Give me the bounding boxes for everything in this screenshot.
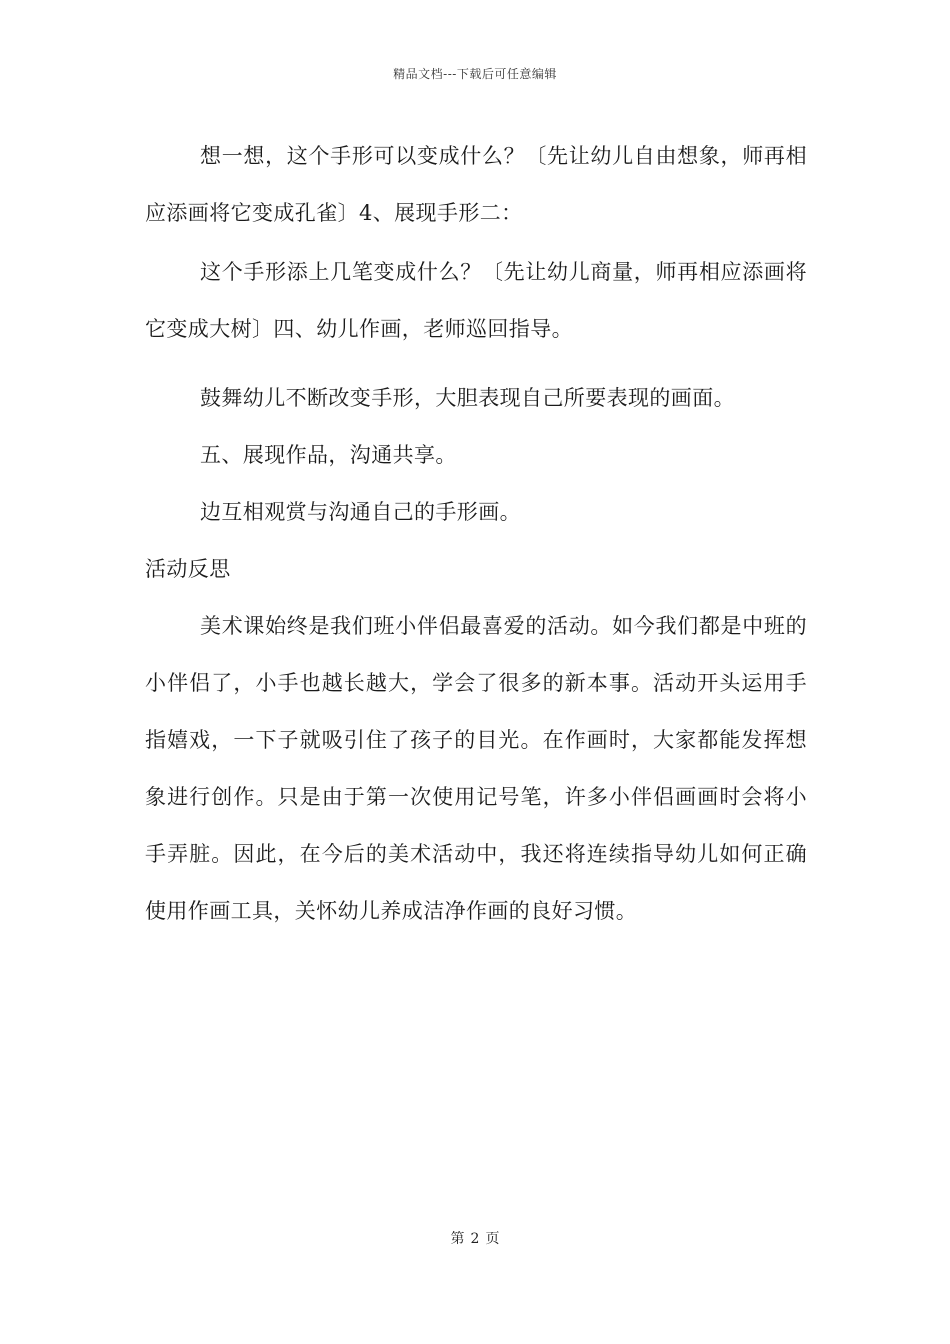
paragraph-encourage: 鼓舞幼儿不断改变手形，大胆表现自己所要表现的画面。 (200, 386, 735, 410)
paragraph-tree-prompt: 这个手形添上几笔变成什么？〔先让幼儿商量，师再相应添画将它变成大树〕四、幼儿作画，老师巡回指导。 (145, 260, 807, 341)
page-label-prefix: 第 (450, 1231, 465, 1247)
page-number: 2 (470, 1231, 480, 1247)
paragraph-peacock-prompt: 想一想，这个手形可以变成什么？〔先让幼儿自由想象，师再相应添画将它变成孔雀〕4、展现手形二： (145, 144, 807, 225)
document-body (145, 128, 807, 956)
paragraph-show-works: 五、展现作品，沟通共享。 (200, 443, 457, 467)
paragraph-reflection: 美术课始终是我们班小伴侣最喜爱的活动。如今我们都是中班的小伴侣了，小手也越长越大，学会了很多的新本事。活动开头运用手指嬉戏，一下子就吸引住了孩子的目光。在作画时，大家都能发挥想象进行创作。只是由于第一次使用记号笔，许多小伴侣画画时会将小手弄脏。因此，在今后的美术活动中，我还将连续指导幼儿如何正确使用作画工具，关怀幼儿养成洁净作画的良好习惯。 (145, 614, 807, 923)
page-label-suffix: 页 (485, 1231, 500, 1247)
paragraph-appreciate: 边互相观赏与沟通自己的手形画。 (200, 500, 521, 524)
page-footer (0, 1228, 950, 1248)
page-header: 精品文档---下载后可任意编辑 (393, 67, 557, 81)
section-heading-reflection: 活动反思 (145, 557, 231, 581)
